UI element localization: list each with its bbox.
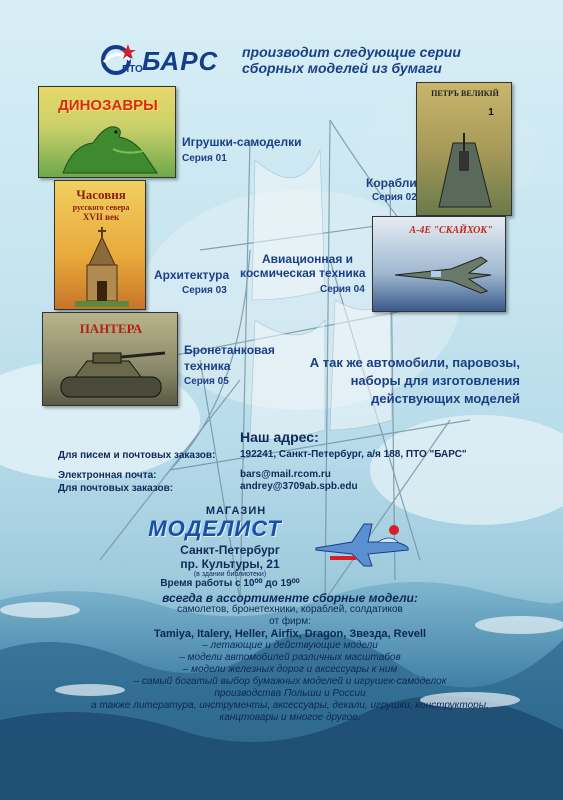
logo-pto-text: ПТО <box>122 64 143 75</box>
series-04-number: Серия 04 <box>320 284 365 295</box>
cover-skyhawk <box>372 216 506 312</box>
assortment-heading: всегда в ассортименте сборные модели: <box>162 591 418 605</box>
dinosaur-illustration-icon <box>53 115 163 177</box>
shop-city: Санкт-Петербург <box>180 543 280 557</box>
assortment-item-5: а также литература, инструменты, аксессуары, декали, игрушки, конструкторы, <box>91 700 489 711</box>
cover-skyhawk-title: А-4Е "СКАЙХОК" <box>409 225 493 236</box>
cover-chapel-title: Часовня <box>76 187 126 202</box>
tank-illustration-icon <box>57 347 167 403</box>
series-03-name: Архитектура <box>154 268 230 282</box>
cover-ship-title: ПЕТРЪ ВЕЛИКIЙ <box>431 89 499 98</box>
series-05-name-line-2: техника <box>184 359 231 373</box>
mail-orders-email[interactable]: andrey@3709ab.spb.edu <box>240 481 358 492</box>
tagline <box>242 44 542 76</box>
cover-chapel-century: XVII век <box>82 212 120 222</box>
series-04-name-line-1: Авиационная и <box>262 252 354 266</box>
assortment-item-1: – летающие и действующие модели <box>202 640 378 651</box>
assortment-item-2: – модели автомобилей различных масштабов <box>179 652 401 663</box>
shop-label: МАГАЗИН <box>205 505 267 517</box>
battleship-illustration-icon <box>429 133 503 213</box>
assortment-block <box>40 592 540 724</box>
cover-ship <box>416 82 512 216</box>
postal-address: 192241, Санкт-Петербург, а/я 188, ПТО "БАРС" <box>240 449 467 460</box>
email-address[interactable]: bars@mail.rcom.ru <box>240 469 331 480</box>
fighter-jet-logo-icon <box>312 520 412 570</box>
extra-products-text <box>300 354 520 408</box>
chapel-illustration-icon <box>75 225 129 307</box>
email-label: Электронная почта: <box>58 470 157 481</box>
letters-label: Для писем и почтовых заказов: <box>58 450 216 461</box>
cover-dinosaurs <box>38 86 176 178</box>
extra-line-2: наборы для изготовления <box>350 373 520 388</box>
assortment-line-1: самолетов, бронетехники, кораблей, солдатиков <box>177 604 403 615</box>
cover-chapel <box>54 180 146 310</box>
assortment-item-3: – модели железных дорог и аксессуары к ним <box>182 664 398 675</box>
tagline-line-2: сборных моделей из бумаги <box>242 60 442 76</box>
series-01-number: Серия 01 <box>182 153 227 164</box>
shop-name: МОДЕЛИСТ <box>148 516 282 541</box>
shop-note: (в здании библиотеки) <box>193 571 267 578</box>
assortment-item-5b: канцтовары и многое другое. <box>219 712 361 723</box>
series-05-number: Серия 05 <box>184 376 229 387</box>
series-03-number: Серия 03 <box>182 285 227 296</box>
series-05-name-line-1: Бронетанковая <box>184 343 275 357</box>
shop-street: пр. Культуры, 21 <box>180 557 280 571</box>
header <box>100 42 540 82</box>
assortment-line-2: от фирм: <box>269 616 311 627</box>
logo-brand-text: БАРС <box>142 46 219 76</box>
extra-line-1: А так же автомобили, паровозы, <box>309 355 520 370</box>
extra-line-3: действующих моделей <box>371 391 520 406</box>
series-02-number: Серия 02 <box>372 192 417 203</box>
series-01-name: Игрушки-самоделки <box>182 135 302 149</box>
brand-list: Tamiya, Italery, Heller, Airfix, Dragon, Звезда, Revell <box>153 628 427 640</box>
cover-panther-title: ПАНТЕРА <box>79 321 143 336</box>
jet-illustration-icon <box>391 247 495 303</box>
cover-panther <box>42 312 178 406</box>
shop-hours: Время работы с 10⁰⁰ до 19⁰⁰ <box>160 578 300 589</box>
assortment-item-4b: производства Польши и России <box>214 688 366 699</box>
tagline-line-1: производит следующие серии <box>242 44 461 60</box>
mail-orders-label: Для почтовых заказов: <box>58 483 174 494</box>
series-02-name: Корабли <box>366 176 417 190</box>
cover-chapel-subtitle: русского севера <box>72 203 130 212</box>
address-heading: Наш адрес: <box>240 429 319 445</box>
assortment-item-4: – самый богатый выбор бумажных моделей и игрушек-самоделок <box>133 676 447 687</box>
cover-dinosaurs-title: ДИНОЗАВРЫ <box>58 97 158 114</box>
series-04-name-line-2: космическая техника <box>240 266 366 280</box>
cover-ship-number: 1 <box>488 107 494 118</box>
